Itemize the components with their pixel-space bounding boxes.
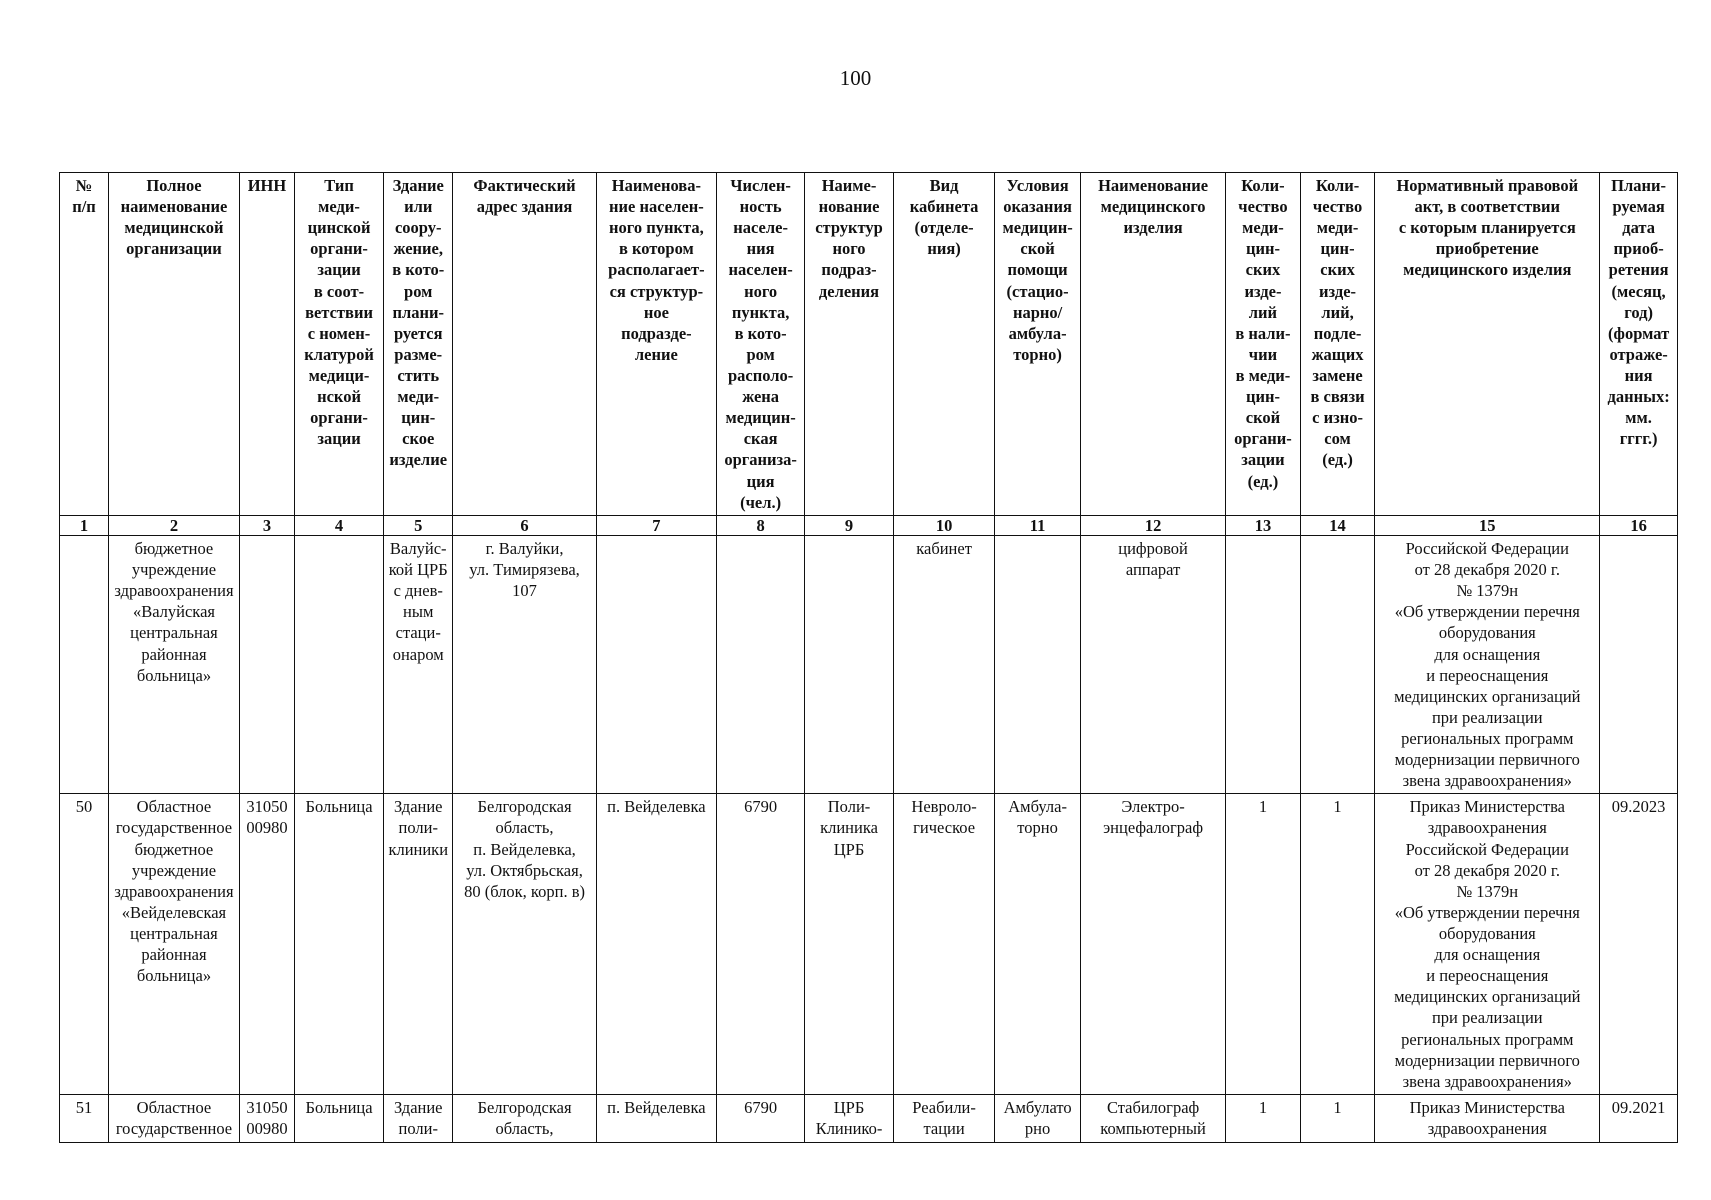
col-header-legal-act: Нормативный правовой акт, в соответствии с которым планируется приобретение медицинского изделия <box>1375 173 1600 516</box>
cell-qty-have: 1 <box>1226 1095 1301 1142</box>
cell-org-type <box>295 536 384 794</box>
cell-unit: Поли- клиника ЦРБ <box>805 794 894 1095</box>
col-header-population: Числен- ность населе- ния населен- ного пункта, в кото- ром располо- жена медицин- ская организа- ция (чел.) <box>717 173 805 516</box>
col-header-planned-date: Плани- руемая дата приоб- ретения (месяц, год) (формат отраже- ния данных: мм. гггг.) <box>1600 173 1678 516</box>
medical-equipment-table <box>59 172 1678 1143</box>
col-header-number: № п/п <box>60 173 109 516</box>
column-number-row <box>60 516 1678 536</box>
col-header-conditions: Условия оказания медицин- ской помощи (стацио- нарно/ амбула- торно) <box>995 173 1081 516</box>
cell-legal-act: Российской Федерации от 28 декабря 2020 г. № 1379н «Об утверждении перечня оборудования для оснащения и переоснащения медицинских организаций при реализации региональных программ модернизации первичного звена здравоохранения» <box>1375 536 1600 794</box>
col-number: 14 <box>1300 516 1375 536</box>
cell-legal-act: Приказ Министерства здравоохранения <box>1375 1095 1600 1142</box>
header-row <box>60 173 1678 516</box>
cell-building: Здание поли- <box>383 1095 453 1142</box>
cell-device: Электро- энцефалограф <box>1081 794 1226 1095</box>
cell-legal-act: Приказ Министерства здравоохранения Российской Федерации от 28 декабря 2020 г. № 1379н «Об утверждении перечня оборудования для оснащения и переоснащения медицинских организаций при реализации региональных программ модернизации первичного звена здравоохранения» <box>1375 794 1600 1095</box>
col-number: 15 <box>1375 516 1600 536</box>
col-header-building: Здание или соору- жение, в кото- ром плани- руется разме- стить меди- цин- ское изделие <box>383 173 453 516</box>
cell-conditions <box>995 536 1081 794</box>
cell-conditions: Амбула- торно <box>995 794 1081 1095</box>
col-header-unit: Наиме- нование структур ного подраз- деления <box>805 173 894 516</box>
cell-org-type: Больница <box>295 1095 384 1142</box>
col-number: 11 <box>995 516 1081 536</box>
cell-planned-date: 09.2023 <box>1600 794 1678 1095</box>
col-number: 12 <box>1081 516 1226 536</box>
cell-unit: ЦРБ Клинико- <box>805 1095 894 1142</box>
cell-address: Белгородская область, п. Вейделевка, ул. Октябрьская, 80 (блок, корп. в) <box>453 794 596 1095</box>
col-header-org-type: Тип меди- цинской органи- зации в соот- ветствии с номен- клатурой медици- нской органи- зации <box>295 173 384 516</box>
cell-cabinet: кабинет <box>893 536 994 794</box>
col-header-cabinet: Вид кабинета (отделе- ния) <box>893 173 994 516</box>
cell-qty-replace: 1 <box>1300 1095 1375 1142</box>
col-number: 6 <box>453 516 596 536</box>
cell-address: Белгородская область, <box>453 1095 596 1142</box>
col-number: 4 <box>295 516 384 536</box>
cell-planned-date: 09.2021 <box>1600 1095 1678 1142</box>
col-header-inn: ИНН <box>239 173 294 516</box>
col-number: 1 <box>60 516 109 536</box>
cell-organization: бюджетное учреждение здравоохранения «Валуйская центральная районная больница» <box>109 536 240 794</box>
cell-locality <box>596 536 717 794</box>
table-row <box>60 794 1678 1095</box>
cell-inn <box>239 536 294 794</box>
cell-number: 51 <box>60 1095 109 1142</box>
cell-qty-have <box>1226 536 1301 794</box>
col-number: 8 <box>717 516 805 536</box>
page-number: 100 <box>839 66 872 90</box>
cell-population: 6790 <box>717 1095 805 1142</box>
col-number: 5 <box>383 516 453 536</box>
cell-conditions: Амбулато рно <box>995 1095 1081 1142</box>
cell-device: цифровой аппарат <box>1081 536 1226 794</box>
cell-organization: Областное государственное бюджетное учреждение здравоохранения «Вейделевская центральная районная больница» <box>109 794 240 1095</box>
col-number: 2 <box>109 516 240 536</box>
cell-population: 6790 <box>717 794 805 1095</box>
table-row <box>60 536 1678 794</box>
cell-locality: п. Вейделевка <box>596 794 717 1095</box>
cell-building: Здание поли- клиники <box>383 794 453 1095</box>
cell-qty-replace <box>1300 536 1375 794</box>
col-header-address: Фактический адрес здания <box>453 173 596 516</box>
col-number: 9 <box>805 516 894 536</box>
cell-organization: Областное государственное <box>109 1095 240 1142</box>
col-header-qty-replace: Коли- чество меди- цин- ских изде- лий, подле- жащих замене в связи с изно- сом (ед.) <box>1300 173 1375 516</box>
col-header-device: Наименование медицинского изделия <box>1081 173 1226 516</box>
cell-number <box>60 536 109 794</box>
cell-building: Валуйс- кой ЦРБ с днев- ным стаци- онаром <box>383 536 453 794</box>
cell-number: 50 <box>60 794 109 1095</box>
col-header-organization: Полное наименование медицинской организации <box>109 173 240 516</box>
cell-org-type: Больница <box>295 794 384 1095</box>
cell-address: г. Валуйки, ул. Тимирязева, 107 <box>453 536 596 794</box>
cell-locality: п. Вейделевка <box>596 1095 717 1142</box>
col-number: 16 <box>1600 516 1678 536</box>
cell-cabinet: Реабили- тации <box>893 1095 994 1142</box>
col-header-qty-have: Коли- чество меди- цин- ских изде- лий в нали- чии в меди- цин- ской органи- зации (ед.) <box>1226 173 1301 516</box>
cell-qty-have: 1 <box>1226 794 1301 1095</box>
cell-device: Стабилограф компьютерный <box>1081 1095 1226 1142</box>
cell-unit <box>805 536 894 794</box>
col-number: 13 <box>1226 516 1301 536</box>
table-row <box>60 1095 1678 1142</box>
cell-population <box>717 536 805 794</box>
cell-inn: 31050 00980 <box>239 1095 294 1142</box>
col-number: 7 <box>596 516 717 536</box>
cell-cabinet: Невроло- гическое <box>893 794 994 1095</box>
cell-planned-date <box>1600 536 1678 794</box>
cell-qty-replace: 1 <box>1300 794 1375 1095</box>
cell-inn: 31050 00980 <box>239 794 294 1095</box>
col-header-locality: Наименова- ние населен- ного пункта, в котором располагает- ся структур- ное подразде- ление <box>596 173 717 516</box>
col-number: 10 <box>893 516 994 536</box>
col-number: 3 <box>239 516 294 536</box>
